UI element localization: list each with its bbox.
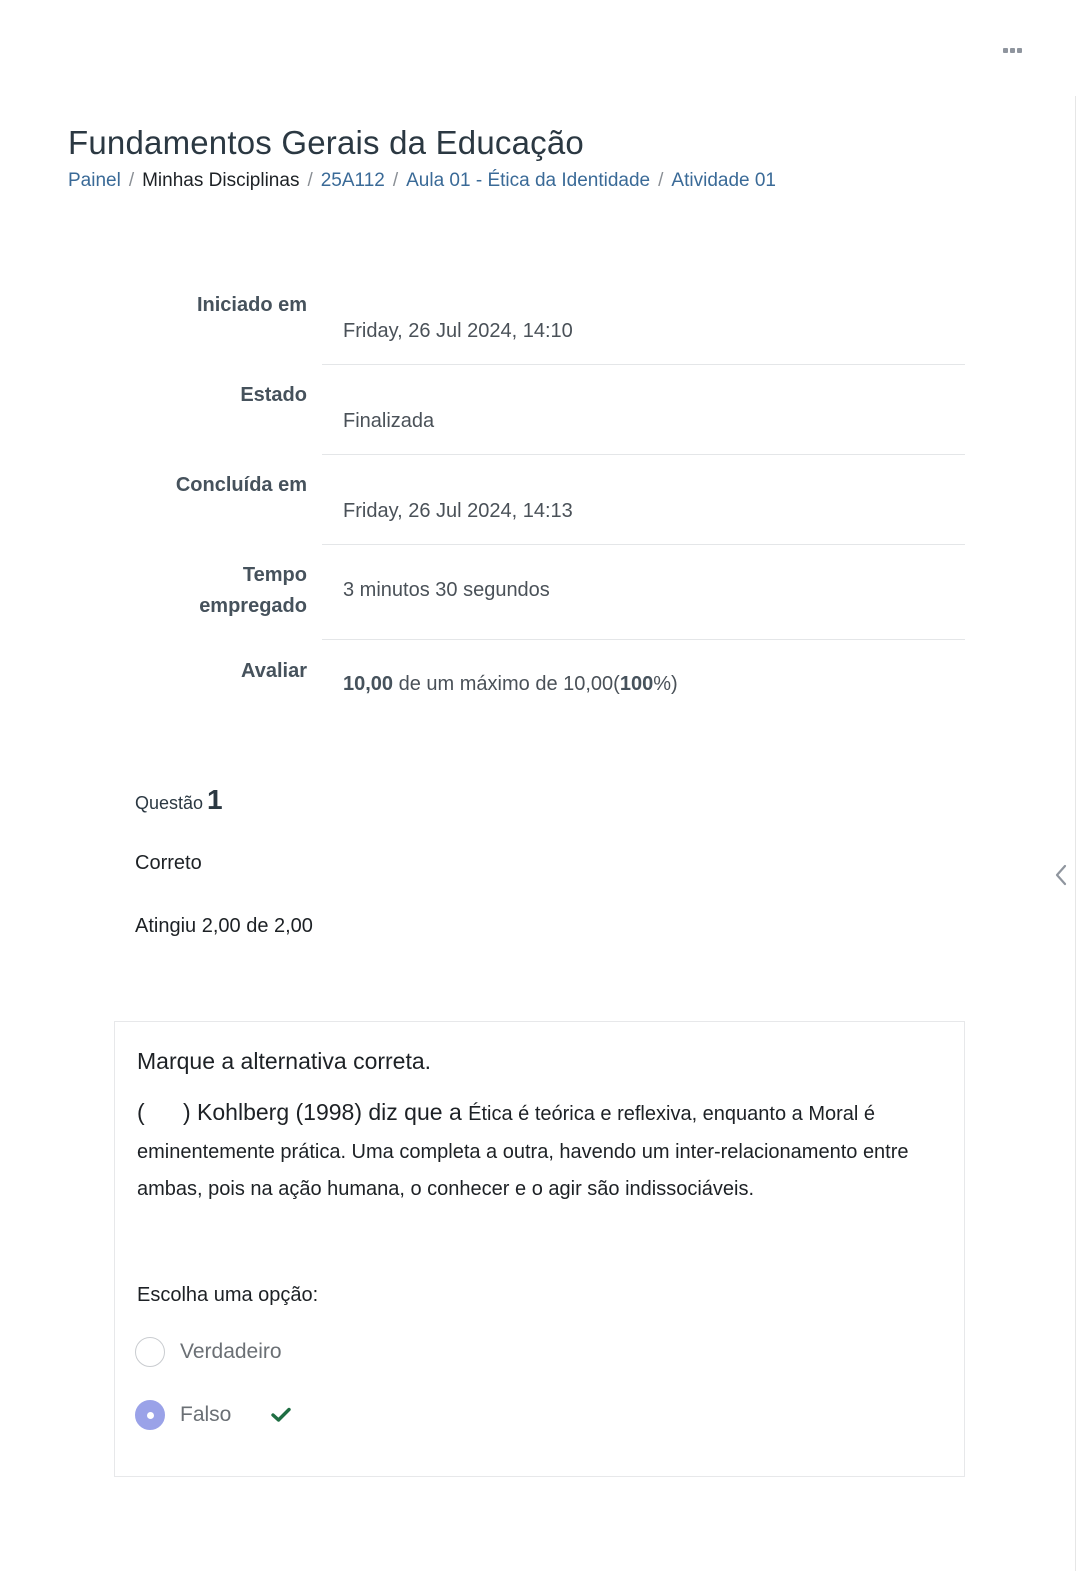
summary-label: Estado — [240, 384, 307, 406]
summary-value: Finalizada — [343, 410, 435, 432]
breadcrumb — [68, 170, 776, 192]
more-dot-icon — [1017, 48, 1022, 53]
drawer-edge — [1075, 96, 1076, 1571]
summary-value: 3 minutos 30 segundos — [343, 579, 550, 601]
grade-percent: 100 — [619, 673, 654, 695]
question-statement — [137, 1094, 937, 1209]
breadcrumb-lesson[interactable]: Aula 01 - Ética da Identidade — [406, 170, 651, 191]
page-title: Fundamentos Gerais da Educação — [68, 124, 584, 161]
more-dot-icon — [1010, 48, 1015, 53]
question-info — [135, 784, 223, 816]
breadcrumb-separator: / — [658, 170, 664, 191]
breadcrumb-separator: / — [128, 170, 135, 191]
question-state: Correto — [135, 852, 202, 874]
breadcrumb-course-code[interactable]: 25A112 — [320, 170, 385, 191]
option-label: Verdadeiro — [180, 1340, 282, 1363]
breadcrumb-separator: / — [307, 170, 313, 191]
breadcrumb-painel[interactable]: Painel — [68, 170, 121, 191]
breadcrumb-activity[interactable]: Atividade 01 — [671, 170, 776, 191]
breadcrumb-separator: / — [392, 170, 399, 191]
grade-value — [343, 673, 678, 696]
question-number — [135, 784, 223, 816]
choose-option-label: Escolha uma opção: — [137, 1284, 319, 1306]
checkmark-icon — [271, 1407, 291, 1423]
statement-body: Ética é teórica e reflexiva, enquanto a Moral é eminentemente prática. Uma completa a outra, havendo um inter-relacionamento entre ambas, pois na ação humana, o conhecer e o agir são indissociáveis. — [137, 1103, 909, 1200]
question-prefix: Questão — [135, 793, 204, 813]
summary-value: Friday, 26 Jul 2024, 14:10 — [343, 320, 573, 342]
more-menu-button[interactable] — [994, 36, 1030, 64]
chevron-left-icon — [1054, 863, 1068, 887]
question-grade: Atingiu 2,00 de 2,00 — [135, 915, 313, 937]
grade-score: 10,00 — [343, 673, 394, 695]
radio-button[interactable] — [135, 1337, 165, 1367]
grade-max: de um máximo de 10,00( — [393, 673, 620, 695]
summary-label-line: empregado — [199, 595, 307, 617]
question-number-value: 1 — [207, 784, 223, 815]
summary-value: Friday, 26 Jul 2024, 14:13 — [343, 500, 573, 522]
radio-button-selected[interactable] — [135, 1400, 165, 1430]
summary-divider — [322, 364, 965, 365]
summary-divider — [322, 454, 965, 455]
option-verdadeiro[interactable] — [135, 1336, 282, 1368]
statement-lead: ( ) Kohlberg (1998) diz que a — [137, 1099, 469, 1125]
summary-label: Concluída em — [175, 474, 307, 496]
summary-divider — [322, 544, 965, 545]
option-falso[interactable] — [135, 1399, 291, 1431]
drawer-toggle-button[interactable] — [1048, 860, 1074, 890]
summary-label: Avaliar — [241, 660, 307, 682]
summary-label-line: Tempo — [242, 564, 307, 586]
breadcrumb-minhas-disciplinas: Minhas Disciplinas — [142, 170, 300, 191]
more-dot-icon — [1003, 48, 1008, 53]
option-label: Falso — [180, 1403, 232, 1426]
summary-label: Iniciado em — [196, 294, 307, 316]
grade-suffix: %) — [653, 673, 678, 695]
summary-label — [67, 560, 307, 622]
question-prompt: Marque a alternativa correta. — [137, 1048, 432, 1074]
summary-divider — [322, 639, 965, 640]
